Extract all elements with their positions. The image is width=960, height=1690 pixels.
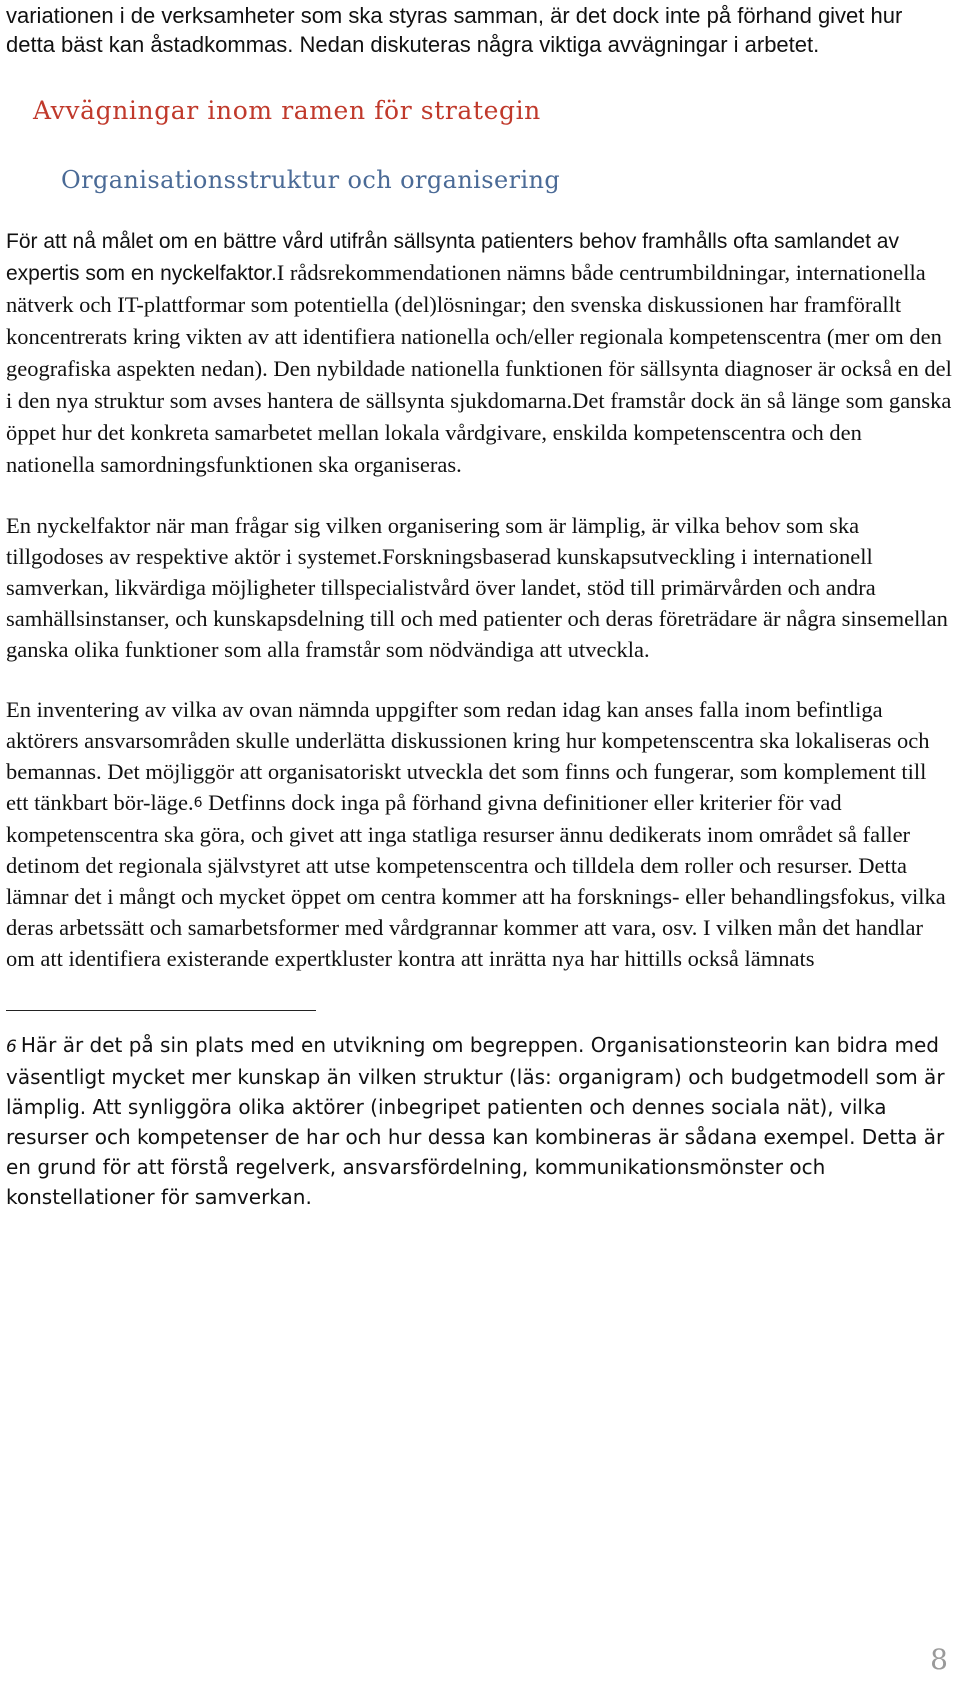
section-heading: Avvägningar inom ramen för strategin	[33, 96, 541, 125]
paragraph-key-factor: En nyckelfaktor när man frågar sig vilken organisering som är lämplig, är vilka behov som ska tillgodoses av respektive aktör i systemet.Forskningsbaserad kunskapsutveckling i internationell samverkan, likvärdiga möjligheter tillspecialistvård över landet, stöd till primärvården och andra samhällsinstanser, och kunskapsdelning till och med patienter och deras företrädare är några sinsemellan ganska olika funktioner som alla framstår som nödvändiga att utveckla.	[6, 513, 948, 662]
paragraph-inventory	[6, 694, 952, 974]
footnote-text: Här är det på sin plats med en utvikning om begreppen. Organisationsteorin kan bidra med väsentligt mycket mer kunskap än vilken struktur (läs: organigram) och budgetmodell som är lämplig. Att synliggöra olika aktörer (inbegripet patienten och dennes sociala nät), vilka resurser och kompetenser de har och hur dessa kan kombineras är sådana exempel. Detta är en grund för att förstå regelverk, ansvarsfördelning, kommunikationsmönster och konstellationer för samverkan.	[6, 1033, 945, 1209]
paragraph-organisation	[6, 226, 952, 481]
paragraph-inventory-rest: Detfinns dock inga på förhand givna definitioner eller kriterier för vad kompetenscentra ska göra, och givet att inga statliga resurser ännu dedikerats inom området så faller detinom det regionala självstyret att utse kompetenscentra och tilldela dem roller och resurser. Detta lämnar det i mångt och mycket öppet om centra kommer att ha forsknings- eller behandlingsfokus, vilka deras arbetssätt och samarbetsformer med vårdgrannar kommer att vara, osv. I vilken mån det handlar om att identifiera existerande expertkluster kontra att inrätta nya har hittills också lämnats	[6, 790, 946, 971]
footnote-number: 6	[6, 1037, 17, 1057]
paragraph-organisation-lead: För att nå målet om en bättre vård utifrån sällsynta patienters behov framhålls ofta samlandet av expertis som en nyckelfaktor.	[6, 230, 899, 285]
paragraph-inventory-start: En inventering av vilka av ovan nämnda uppgifter som redan idag kan anses falla inom befintliga aktörers ansvarsområden skulle underlätta diskussionen kring hur kompetenscentra ska lokaliseras och bemannas. Det möjliggör att organisatoriskt utveckla det som finns och fungerar, som komplement till ett tänkbart bör-läge.	[6, 697, 930, 815]
footnote-divider	[6, 1010, 316, 1011]
footnote	[6, 1030, 952, 1212]
subsection-heading: Organisationsstruktur och organisering	[61, 166, 561, 194]
page-number: 8	[930, 1643, 948, 1676]
intro-paragraph: variationen i de verksamheter som ska styras samman, är det dock inte på förhand givet hur detta bäst kan åstadkommas. Nedan diskuteras några viktiga avvägningar i arbetet.	[6, 3, 903, 57]
footnote-reference[interactable]: 6	[193, 795, 203, 811]
paragraph-organisation-body: I rådsrekommendationen nämns både centrumbildningar, internationella nätverk och IT-plattformar som potentiella (del)lösningar; den svenska diskussionen har framförallt koncentrerats kring vikten av att identifiera nationella och/eller regionala kompetenscentra (mer om den geografiska aspekten nedan). Den nybildade nationella funktionen för sällsynta diagnoser är också en del i den nya struktur som avses hantera de sällsynta sjukdomarna.Det framstår dock än så länge som ganska öppet hur det konkreta samarbetet mellan lokala vårdgivare, enskilda kompetenscentra och den nationella samordningsfunktionen ska organiseras.	[6, 260, 952, 477]
document-page	[6, 0, 952, 1212]
